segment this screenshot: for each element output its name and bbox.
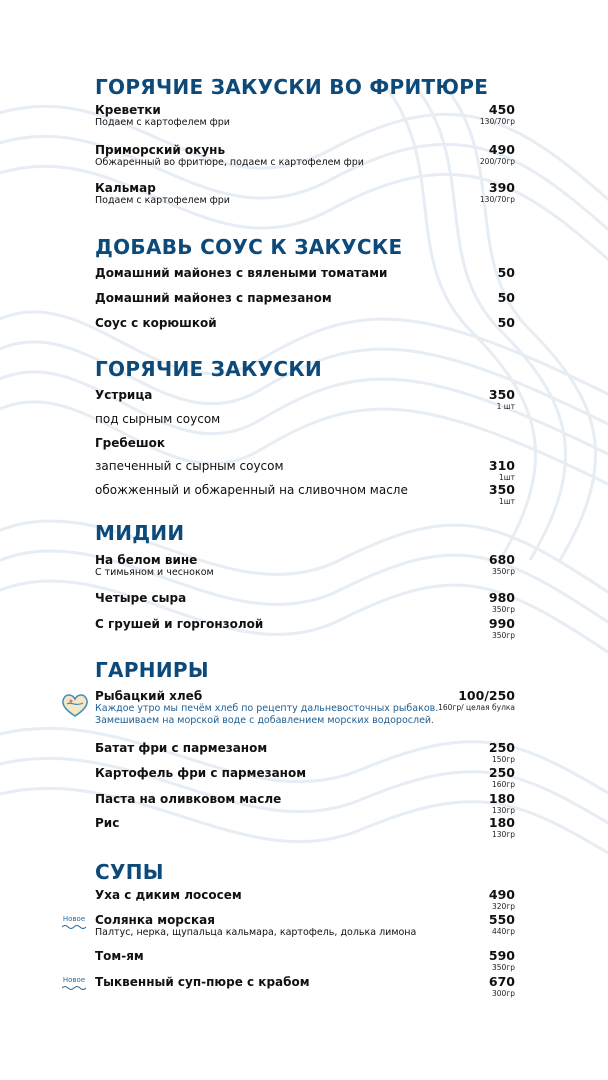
item-weight: 320гр xyxy=(491,902,515,911)
menu-item xyxy=(95,689,515,727)
item-name: Домашний майонез с вялеными томатами xyxy=(95,266,388,280)
item-price: 100/250 xyxy=(458,688,515,703)
section-title-hot-appetizers: ГОРЯЧИЕ ЗАКУСКИ xyxy=(95,357,323,381)
item-price: 50 xyxy=(497,290,515,305)
item-weight: 200/70гр xyxy=(479,157,515,166)
item-description: Подаем с картофелем фри xyxy=(95,195,230,206)
item-weight: 160гр xyxy=(491,780,515,789)
item-weight: 1шт xyxy=(498,473,515,482)
menu-item xyxy=(95,913,515,939)
section-title-side-dishes: ГАРНИРЫ xyxy=(95,658,209,682)
item-weight: 1 шт xyxy=(496,402,515,411)
item-price: 250 xyxy=(488,765,515,780)
item-name: Домашний майонез с пармезаном xyxy=(95,291,332,305)
eco-heart-icon xyxy=(60,692,90,718)
item-price: 490 xyxy=(488,887,515,902)
new-badge-label: Новое xyxy=(62,976,86,984)
item-weight: 130гр xyxy=(491,830,515,839)
menu-item xyxy=(95,791,515,815)
item-weight: 130гр xyxy=(491,806,515,815)
section-title-sauces: ДОБАВЬ СОУС К ЗАКУСКЕ xyxy=(95,235,403,259)
menu-item xyxy=(95,616,515,640)
new-badge-label: Новое xyxy=(62,915,86,923)
item-weight: 300гр xyxy=(491,989,515,998)
item-name: Паста на оливковом масле xyxy=(95,792,282,806)
item-name: Приморский окунь xyxy=(95,143,226,157)
item-price: 680 xyxy=(488,552,515,567)
menu-item xyxy=(95,436,515,450)
item-name: Том-ям xyxy=(95,949,144,963)
item-name: Кальмар xyxy=(95,181,156,195)
item-name: обожженный и обжаренный на сливочном масле xyxy=(95,483,408,497)
menu-item xyxy=(95,181,515,207)
item-description: Подаем с картофелем фри xyxy=(95,117,230,128)
item-weight: 350гр xyxy=(491,631,515,640)
menu-item xyxy=(95,458,515,482)
item-weight: 130/70гр xyxy=(479,117,515,126)
new-badge xyxy=(60,976,88,990)
item-name: Гребешок xyxy=(95,436,166,450)
menu-item xyxy=(95,316,515,330)
item-price: 390 xyxy=(488,180,515,195)
item-price: 250 xyxy=(488,740,515,755)
item-name: Креветки xyxy=(95,103,161,117)
item-description-line2: Замешиваем на морской воде с добавлением морских водорослей. xyxy=(95,715,435,726)
item-description: Каждое утро мы печём хлеб по рецепту дальневосточных рыбаков. xyxy=(95,703,439,714)
menu-item xyxy=(95,553,515,579)
item-price: 590 xyxy=(488,948,515,963)
item-name: Рыбацкий хлеб xyxy=(95,689,203,703)
item-description: Палтус, нерка, щупальца кальмара, картофель, долька лимона xyxy=(95,927,417,938)
item-price: 450 xyxy=(488,102,515,117)
item-price: 670 xyxy=(488,974,515,989)
menu-item xyxy=(95,266,515,280)
item-description: Обжаренный во фритюре, подаем с картофелем фри xyxy=(95,157,364,168)
item-price: 180 xyxy=(488,791,515,806)
wave-icon xyxy=(62,985,86,990)
menu-item xyxy=(95,291,515,305)
menu-item xyxy=(95,740,515,764)
item-name: под сырным соусом xyxy=(95,412,221,426)
item-name: Рис xyxy=(95,816,120,830)
menu-item xyxy=(95,815,515,839)
item-price: 50 xyxy=(497,265,515,280)
item-name: На белом вине xyxy=(95,553,198,567)
item-weight: 160гр/ целая булка xyxy=(438,703,515,712)
item-name: Соус с корюшкой xyxy=(95,316,217,330)
menu-item xyxy=(95,143,515,169)
item-name: Уха с диким лососем xyxy=(95,888,242,902)
item-price: 980 xyxy=(488,590,515,605)
wave-icon xyxy=(62,924,86,929)
item-price: 350 xyxy=(488,482,515,497)
menu-item xyxy=(95,590,515,614)
item-weight: 350гр xyxy=(491,605,515,614)
item-weight: 350гр xyxy=(491,567,515,576)
section-title-fried-appetizers: ГОРЯЧИЕ ЗАКУСКИ ВО ФРИТЮРЕ xyxy=(95,75,489,99)
menu-item xyxy=(95,974,515,998)
item-price: 180 xyxy=(488,815,515,830)
item-weight: 150гр xyxy=(491,755,515,764)
item-price: 550 xyxy=(488,912,515,927)
item-price: 350 xyxy=(488,387,515,402)
item-price: 990 xyxy=(488,616,515,631)
item-weight: 440гр xyxy=(491,927,515,936)
item-name: Картофель фри с пармезаном xyxy=(95,766,307,780)
item-weight: 130/70гр xyxy=(479,195,515,204)
item-name: Четыре сыра xyxy=(95,591,187,605)
item-description: С тимьяном и чесноком xyxy=(95,567,214,578)
item-name: запеченный с сырным соусом xyxy=(95,459,284,473)
menu-item xyxy=(95,387,515,411)
item-name: Тыквенный суп-пюре с крабом xyxy=(95,975,310,989)
section-title-mussels: МИДИИ xyxy=(95,521,185,545)
menu-item xyxy=(95,887,515,911)
new-badge xyxy=(60,915,88,929)
item-price: 50 xyxy=(497,315,515,330)
item-name: С грушей и горгонзолой xyxy=(95,617,264,631)
item-name: Батат фри с пармезаном xyxy=(95,741,268,755)
item-price: 490 xyxy=(488,142,515,157)
section-title-soups: СУПЫ xyxy=(95,860,164,884)
item-name: Устрица xyxy=(95,388,153,402)
menu-item xyxy=(95,482,515,506)
menu-item xyxy=(95,412,515,426)
item-weight: 350гр xyxy=(491,963,515,972)
item-name: Солянка морская xyxy=(95,913,215,927)
menu-item xyxy=(95,765,515,789)
item-weight: 1шт xyxy=(498,497,515,506)
menu-item xyxy=(95,103,515,129)
item-price: 310 xyxy=(488,458,515,473)
menu-item xyxy=(95,948,515,972)
